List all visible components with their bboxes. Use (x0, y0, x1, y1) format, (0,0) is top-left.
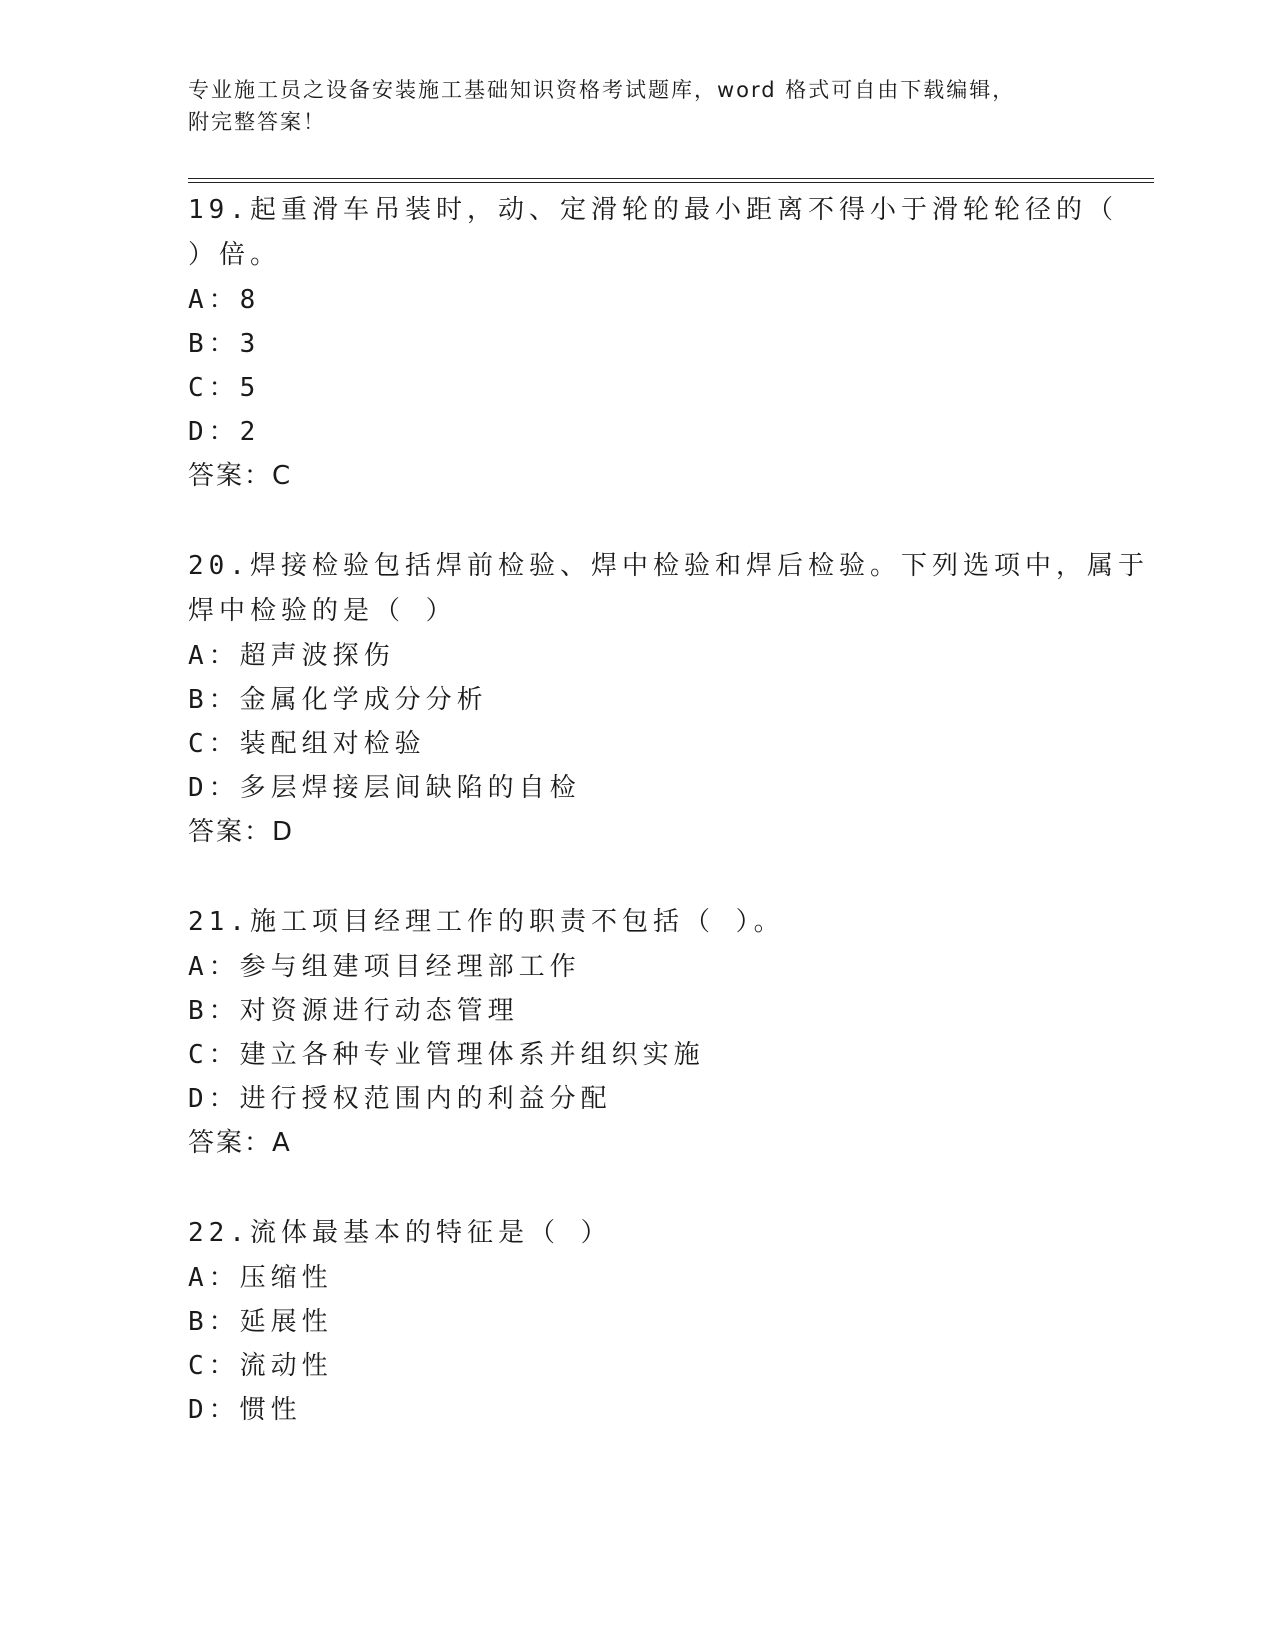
question-22-title-line-1: 22.流体最基本的特征是（ ） (188, 1218, 612, 1248)
question-21-option-b: B：对资源进行动态管理 (188, 996, 519, 1026)
question-19-option-b: B：3 (188, 329, 261, 359)
question-19-option-d: D：2 (188, 417, 261, 447)
question-19-option-a: A：8 (188, 285, 261, 315)
question-22-option-d: D：惯性 (188, 1395, 302, 1425)
header-line-2: 附完整答案！ (188, 110, 326, 134)
question-19-title-line-2: ）倍。 (188, 240, 282, 270)
question-20-option-c: C：装配组对检验 (188, 729, 426, 759)
question-20-option-b: B：金属化学成分分析 (188, 685, 488, 715)
header-line-1: 专业施工员之设备安装施工基础知识资格考试题库，word 格式可自由下载编辑， (188, 78, 1016, 102)
question-22-option-b: B：延展性 (188, 1307, 333, 1337)
question-22-option-c: C：流动性 (188, 1351, 333, 1381)
question-21-option-a: A：参与组建项目经理部工作 (188, 952, 581, 982)
question-19-title-line-1: 19.起重滑车吊装时，动、定滑轮的最小距离不得小于滑轮轮径的（ (188, 195, 1118, 225)
document-header (188, 74, 1088, 138)
question-20-title-line-1: 20.焊接检验包括焊前检验、焊中检验和焊后检验。下列选项中，属于 (188, 551, 1149, 581)
question-19-option-c: C：5 (188, 373, 261, 403)
header-divider-top (188, 178, 1154, 179)
question-21-answer: 答案：A (188, 1128, 292, 1158)
question-20-option-d: D：多层焊接层间缺陷的自检 (188, 773, 581, 803)
question-21-title-line-1: 21.施工项目经理工作的职责不包括（ ）。 (188, 907, 785, 937)
question-20-answer: 答案：D (188, 817, 295, 847)
question-20-option-a: A：超声波探伤 (188, 641, 395, 671)
question-21-option-c: C：建立各种专业管理体系并组织实施 (188, 1040, 705, 1070)
header-divider-bottom (188, 182, 1154, 183)
question-22-option-a: A：压缩性 (188, 1263, 333, 1293)
question-20-title-line-2: 焊中检验的是（ ） (188, 596, 457, 626)
question-21-option-d: D：进行授权范围内的利益分配 (188, 1084, 612, 1114)
question-19-answer: 答案：C (188, 461, 293, 491)
